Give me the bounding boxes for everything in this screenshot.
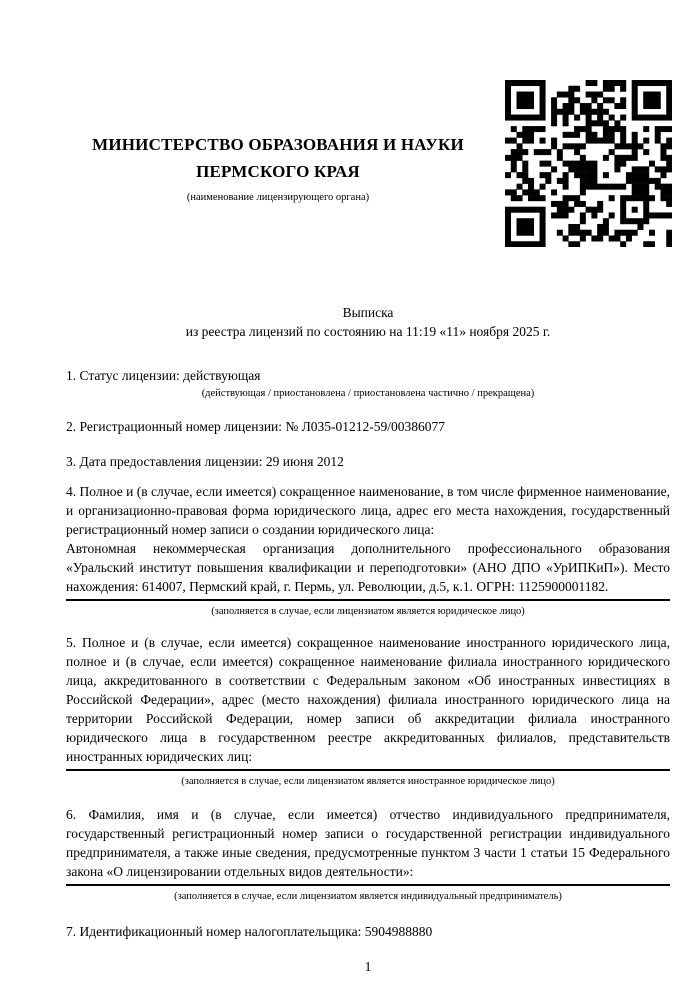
qr-code-icon — [505, 80, 672, 247]
page-number: 1 — [364, 959, 372, 974]
item-foreign-entity-heading: 5. Полное и (в случае, если имеется) сокращенное наименование иностранного юридического лица, полное и (в случае, если имеется) сокращенное наименование филиала иностранного юридического лица, аккредитованного в соответствии с Федеральным законом «Об иностранных инвестициях в Российской Федерации», адрес (место нахождения) филиала иностранного юридического лица на территории Российской Федерации, номер записи об аккредитации филиала иностранного юридического лица в государственном реестре аккредитованных филиалов, представительств иностранных юридических лиц: — [66, 635, 670, 764]
legal-entity-caption: (заполняется в случае, если лицензиатом является юридическое лицо) — [211, 606, 525, 617]
ministry-header — [66, 131, 490, 205]
document-title — [66, 303, 670, 341]
item-license-grant-date: 3. Дата предоставления лицензии: 29 июня 2012 — [66, 454, 344, 469]
item-legal-entity-value: Автономная некоммерческая организация дополнительного профессионального образования «Уральский институт повышения квалификации и переподготовки» (АНО ДПО «УрИПКиП»). Место нахождения: 614007, Пермский край, г. Пермь, ул. Революции, д.5, к.1. ОГРН: 1125900001182. — [66, 541, 670, 594]
item-registration-number: 2. Регистрационный номер лицензии: № Л035-01212-59/00386077 — [66, 419, 446, 434]
fill-in-line-foreign-entity — [66, 769, 670, 771]
ministry-name-line2: ПЕРМСКОГО КРАЯ — [196, 162, 360, 181]
document-body — [66, 303, 670, 976]
fill-in-line-legal-entity — [66, 599, 670, 601]
entrepreneur-caption: (заполняется в случае, если лицензиатом является индивидуальный предприниматель) — [174, 891, 562, 902]
item-license-status: 1. Статус лицензии: действующая — [66, 368, 261, 383]
item-legal-entity-heading: 4. Полное и (в случае, если имеется) сокращенное наименование, в том числе фирменное наименование, и организационно-правовая форма юридического лица, адрес его места нахождения, государственный регистрационный номер записи о создании юридического лица: — [66, 484, 670, 537]
item-entrepreneur-heading: 6. Фамилия, имя и (в случае, если имеется) отчество индивидуального предпринимателя, государственный регистрационный номер записи о государственной регистрации индивидуального предпринимателя, а также иные сведения, предусмотренные пунктом 3 части 1 статьи 15 Федерального закона «О лицензировании отдельных видов деятельности»: — [66, 807, 670, 879]
fill-in-line-entrepreneur — [66, 884, 670, 886]
licensing-authority-note: (наименование лицензирующего органа) — [186, 192, 370, 203]
status-options-note: (действующая / приостановлена / приостановлена частично / прекращена) — [201, 388, 535, 399]
title-line: Выписка — [342, 305, 394, 320]
title-date-line: из реестра лицензий по состоянию на 11:19 «11» ноября 2025 г. — [185, 324, 551, 339]
ministry-name-line1: МИНИСТЕРСТВО ОБРАЗОВАНИЯ И НАУКИ — [92, 135, 464, 154]
foreign-entity-caption: (заполняется в случае, если лицензиатом является иностранное юридическое лицо) — [181, 776, 555, 787]
item-taxpayer-number: 7. Идентификационный номер налогоплательщика: 5904988880 — [66, 924, 433, 939]
